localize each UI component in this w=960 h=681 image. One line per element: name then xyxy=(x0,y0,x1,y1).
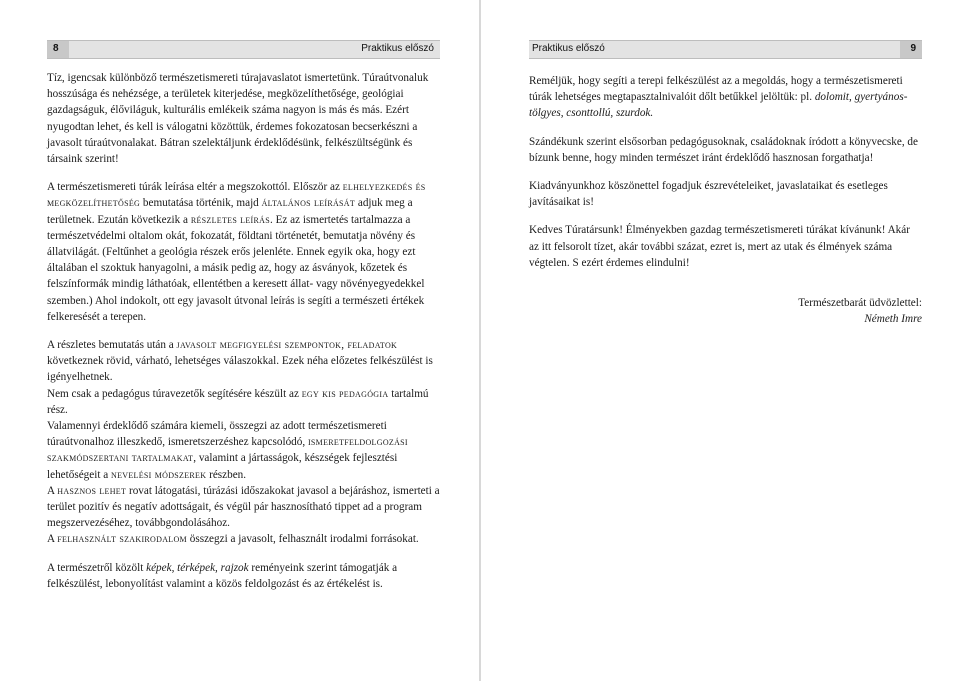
running-title: Praktikus előszó xyxy=(532,43,605,54)
signature-greeting: Természetbarát üdvözlettel: xyxy=(798,297,922,310)
paragraph: Kedves Túratársunk! Élményekben gazdag természetismereti túrákat kívánunk! Akár az itt felsorolt tízet, akár további százat, ezret is, mert az utak és élmények száma végtelen. S ezért érdemes elindulni! xyxy=(529,224,910,269)
paragraph: A természetismereti túrák leírása eltér a megszokottól. Először az elhelyezkedés és megközelíthetőség bemutatása történik, majd általános leírását adjuk meg a területnek. Ezután következik a részletes leírás. Ez az ismertetés tartalmazza a természetvédelmi oltalom okát, fokozatát, földtani történetét, bemutatja növény és állatvilágát. (Feltűnhet a geológia részek erős jelenléte. Ennek egyik oka, hogy ezt általában el szoktuk hanyagolni, a másik pedig az, hogy az ásványok, kőzetek és felszínformák mindig láthatóak, ellentétben a keresett állat- vagy növényegyedekkel szemben.) Ahol indokolt, ott egy javasolt útvonal leírás is segíti a természeti értékek felkeresését a terepen. xyxy=(47,181,426,323)
paragraph: Valamennyi érdeklődő számára kiemeli, összegzi az adott természetismereti túraútvonalhoz illeszkedő, ismeretszerzéshez kapcsolódó, ismeretfeldolgozási szakmódszertani tartalmakat, valamint a jártasságok, készségek fejlesztési lehetőségeit a nevelési módszerek részben. xyxy=(47,420,408,481)
paragraph: Tíz, igencsak különböző természetismereti túrajavaslatot ismertetünk. Túraútvonaluk hosszúsága és nehézsége, a területek kiterjedése, megközelíthetősége, geológiai gazdagságuk, élőviláguk, kulturális emlékeik száma nagyon is más és más. Ezért nyugodtan lehet, és kell is válogatni közöttük, érdemes fokozatosan becserkészni a javasolt túraútvonalakat. Bátran szelektáljunk érdeklődésünk, felkészültségünk és társaink szerint! xyxy=(47,72,429,166)
paragraph: Szándékunk szerint elsősorban pedagógusoknak, családoknak íródott a könyvecske, de bízunk benne, hogy minden természet iránt érdeklődő hasznosan forgathatja! xyxy=(529,135,918,164)
paragraph: A részletes bemutatás után a javasolt megfigyelési szempontok, feladatok következnek rövid, várható, lehetséges válaszokkal. Ezek néha előzetes felkészülést is igényelhetnek. xyxy=(47,339,433,384)
paragraph: A felhasznált szakirodalom összegzi a javasolt, felhasznált irodalmi forrásokat. xyxy=(47,533,419,546)
right-page xyxy=(481,0,960,681)
signature-name: Németh Imre xyxy=(864,313,922,326)
right-page-header xyxy=(529,40,922,59)
page-number: 9 xyxy=(910,43,916,54)
paragraph: A természetről közölt képek, térképek, rajzok reményeink szerint támogatják a felkészülést, lebonyolítást valamint a közös feldolgozást és az értékelést is. xyxy=(47,561,398,590)
right-page-body xyxy=(529,73,922,327)
page-number: 8 xyxy=(53,43,59,54)
paragraph: Kiadványunkhoz köszönettel fogadjuk észrevételeiket, javaslataikat és esetleges javításaikat is! xyxy=(529,180,888,209)
left-page-header xyxy=(47,40,440,59)
paragraph: A hasznos lehet rovat látogatási, túrázási időszakokat javasol a bejáráshoz, ismerteti a terület pozitív és negatív adottságait, és végül pár hasznosítható tippet ad a program megszervezéséhez, továbbgondolásához. xyxy=(47,484,440,530)
running-title: Praktikus előszó xyxy=(361,43,434,54)
left-page-body xyxy=(47,70,440,592)
paragraph: Nem csak a pedagógus túravezetők segítésére készült az egy kis pedagógia tartalmú rész. xyxy=(47,387,429,416)
paragraph: Reméljük, hogy segíti a terepi felkészülést az a megoldás, hogy a természetismereti túrák lehetséges megtapasztalnivalóit dőlt betűkkel jelöltük: pl. dolomit, gyertyános-tölgyes, csonttollú, szurdok. xyxy=(529,75,908,120)
